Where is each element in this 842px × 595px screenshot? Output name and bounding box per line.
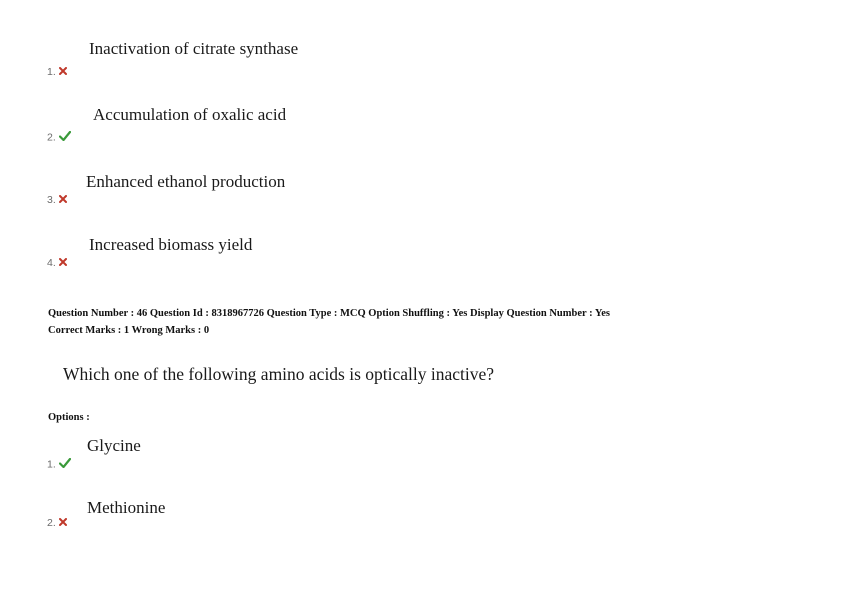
option-text: Glycine <box>87 436 141 455</box>
cross-mark-icon <box>59 194 67 206</box>
option-number-label: 2. <box>47 517 56 529</box>
question-meta: Question Number : 46 Question Id : 8318967726 Question Type : MCQ Option Shuffling : Yes Display Question Number : Yes <box>48 308 611 319</box>
option-text: Accumulation of oxalic acid <box>93 105 287 124</box>
question-text: Which one of the following amino acids is optically inactive? <box>63 364 495 384</box>
check-mark-icon <box>59 458 71 471</box>
option-text: Enhanced ethanol production <box>86 172 286 191</box>
option-text: Inactivation of citrate synthase <box>89 39 299 58</box>
option-number-label: 3. <box>47 194 56 206</box>
option-number <box>47 458 71 471</box>
option-number <box>47 517 67 529</box>
option-number-label: 2. <box>47 131 56 144</box>
marks-meta: Correct Marks : 1 Wrong Marks : 0 <box>48 325 210 336</box>
option-text: Methionine <box>87 498 166 517</box>
check-mark-icon <box>59 131 71 144</box>
option-text: Increased biomass yield <box>89 235 253 254</box>
option-number <box>47 194 67 206</box>
option-number <box>47 131 71 144</box>
option-number <box>47 66 67 78</box>
option-number <box>47 257 67 269</box>
cross-mark-icon <box>59 257 67 269</box>
options-label: Options : <box>48 412 90 423</box>
cross-mark-icon <box>59 66 67 78</box>
cross-mark-icon <box>59 517 67 529</box>
option-number-label: 1. <box>47 458 56 471</box>
option-number-label: 4. <box>47 257 56 269</box>
option-number-label: 1. <box>47 66 56 78</box>
